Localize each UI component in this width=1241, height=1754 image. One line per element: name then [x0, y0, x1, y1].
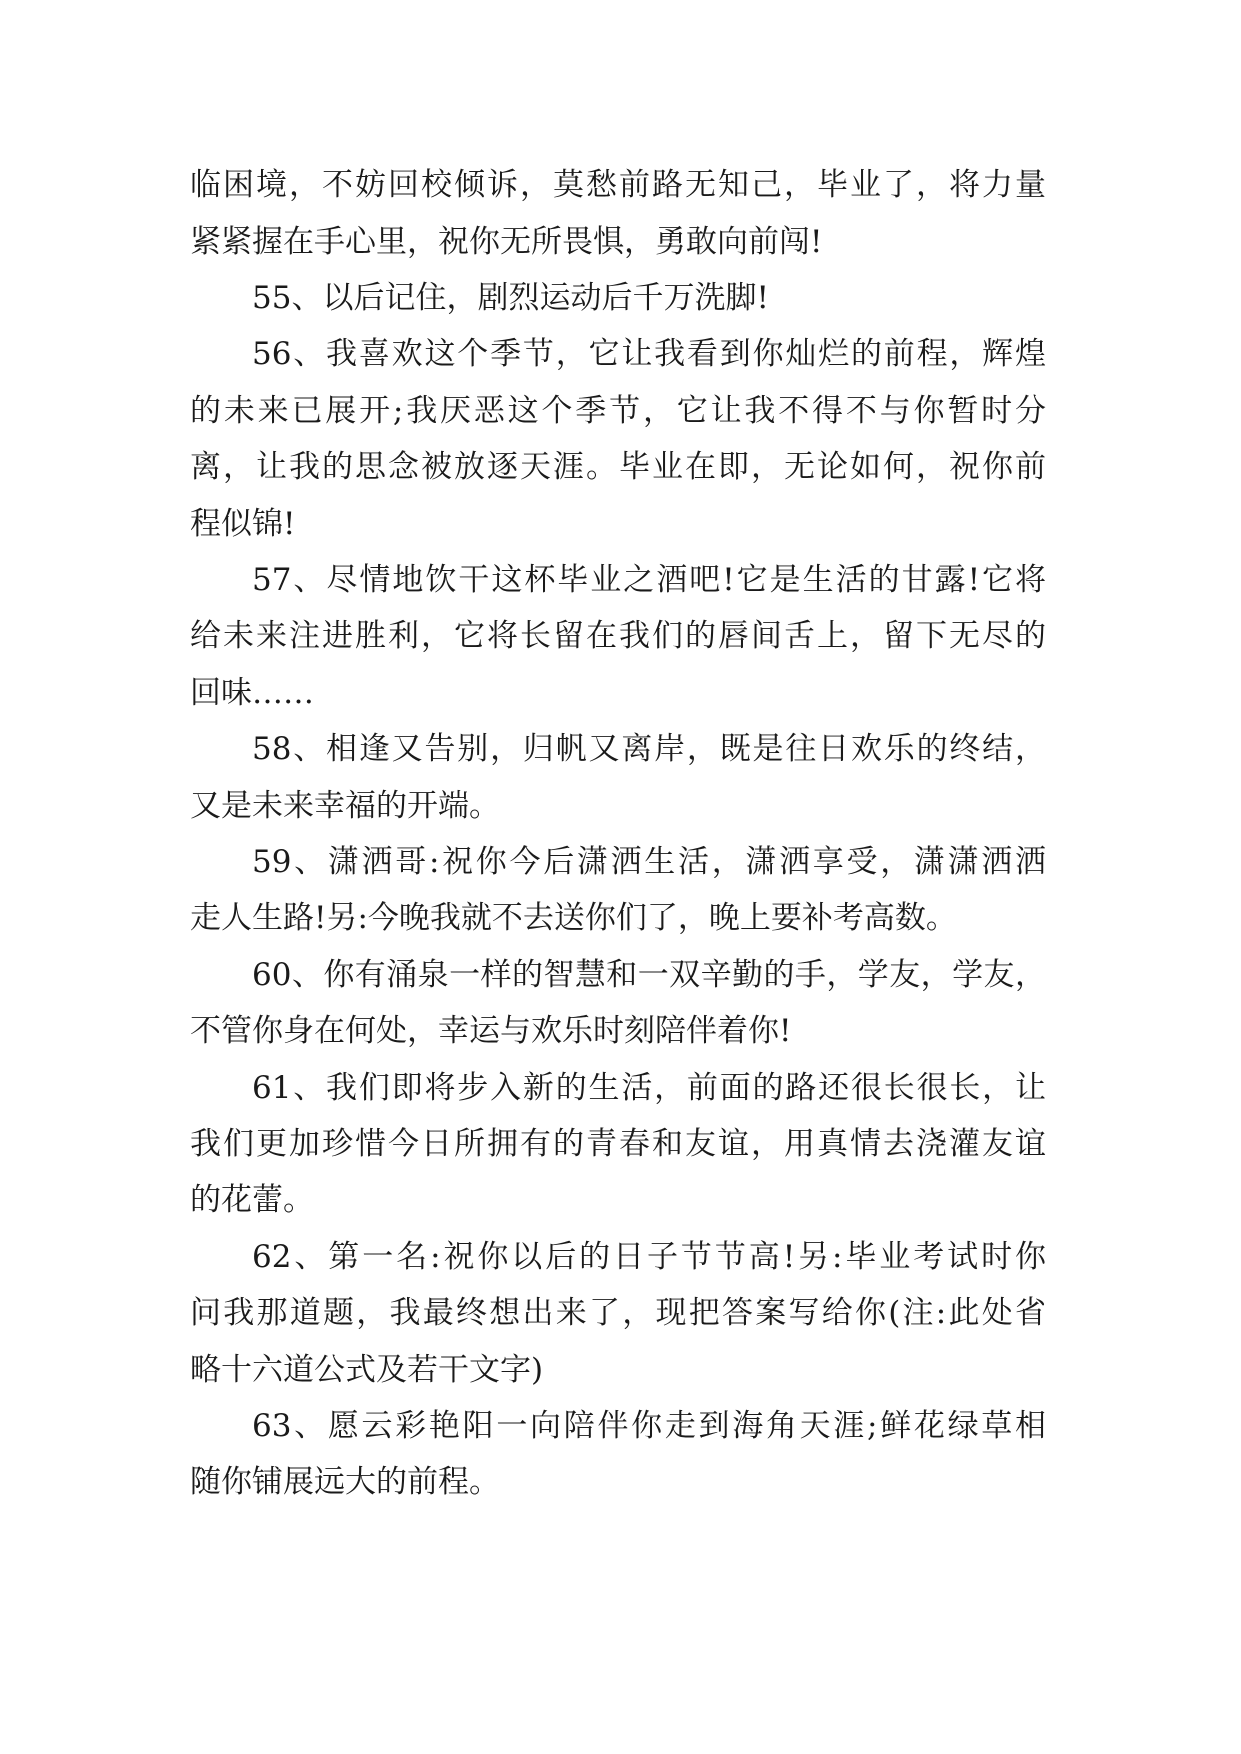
wish-60-line-1: 60、你有涌泉一样的智慧和一双辛勤的手，学友，学友， [252, 957, 1046, 993]
wish-57-line-2: 给未来注进胜利，它将长留在我们的唇间舌上，留下无尽的 [190, 618, 1046, 654]
wish-55-line-1: 55、以后记住，剧烈运动后千万洗脚! [252, 280, 769, 316]
wish-60-line-2: 不管你身在何处，幸运与欢乐时刻陪伴着你! [190, 1013, 792, 1049]
wish-57-line-3: 回味…… [190, 675, 314, 711]
wish-58-line-1: 58、相逢又告别，归帆又离岸，既是往日欢乐的终结， [252, 731, 1046, 767]
text-line-2: 紧紧握在手心里，祝你无所畏惧，勇敢向前闯! [190, 224, 823, 260]
wish-61-line-2: 我们更加珍惜今日所拥有的青春和友谊，用真情去浇灌友谊 [190, 1126, 1046, 1162]
wish-59-line-1: 59、潇洒哥:祝你今后潇洒生活，潇洒享受，潇潇洒洒 [252, 844, 1046, 880]
wish-57-line-1: 57、尽情地饮干这杯毕业之酒吧!它是生活的甘露!它将 [252, 562, 1046, 598]
wish-62-line-1: 62、第一名:祝你以后的日子节节高!另:毕业考试时你 [252, 1239, 1046, 1275]
wish-56-line-4: 程似锦! [190, 506, 296, 542]
wish-58-line-2: 又是未来幸福的开端。 [190, 788, 500, 824]
wish-59-line-2: 走人生路!另:今晚我就不去送你们了，晚上要补考高数。 [190, 900, 957, 936]
wish-62-line-3: 略十六道公式及若干文字) [190, 1352, 544, 1388]
wish-61-line-1: 61、我们即将步入新的生活，前面的路还很长很长，让 [252, 1070, 1046, 1106]
wish-56-line-3: 离，让我的思念被放逐天涯。毕业在即，无论如何，祝你前 [190, 449, 1046, 485]
wish-62-line-2: 问我那道题，我最终想出来了，现把答案写给你(注:此处省 [190, 1295, 1046, 1331]
wish-63-line-1: 63、愿云彩艳阳一向陪伴你走到海角天涯;鲜花绿草相 [252, 1408, 1046, 1444]
text-line-1: 临困境，不妨回校倾诉，莫愁前路无知己，毕业了，将力量 [190, 167, 1046, 203]
wish-56-line-2: 的未来已展开;我厌恶这个季节，它让我不得不与你暂时分 [190, 393, 1046, 429]
wish-63-line-2: 随你铺展远大的前程。 [190, 1464, 500, 1500]
wish-61-line-3: 的花蕾。 [190, 1182, 314, 1218]
wish-56-line-1: 56、我喜欢这个季节，它让我看到你灿烂的前程，辉煌 [252, 336, 1046, 372]
